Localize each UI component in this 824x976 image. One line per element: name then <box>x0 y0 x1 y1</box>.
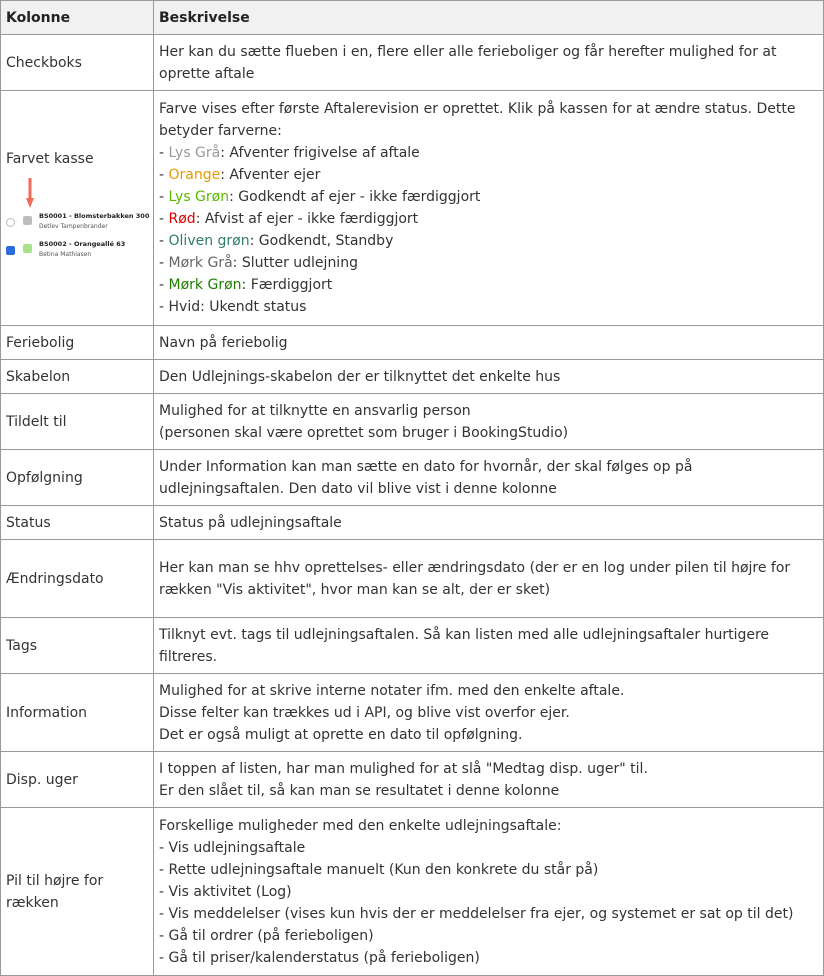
row-name: Status <box>1 506 154 540</box>
color-box <box>23 244 32 253</box>
table-row <box>1 752 824 808</box>
desc-line: Mulighed for at skrive interne notater ifm. med den enkelte aftale. <box>159 682 625 699</box>
table-row <box>1 326 824 360</box>
desc-line: Disse felter kan trækkes ud i API, og blive vist overfor ejer. <box>159 704 570 721</box>
sample-title: BS0002 - Orangeallé 63 <box>39 240 126 248</box>
row-name: Disp. uger <box>1 752 154 808</box>
row-description <box>154 752 824 808</box>
row-name: Opfølgning <box>1 450 154 506</box>
color-meaning: : Slutter udlejning <box>232 255 358 271</box>
row-name: Information <box>1 674 154 752</box>
color-legend-item <box>159 208 818 230</box>
table-row <box>1 394 824 450</box>
row-name: Pil til højre for rækken <box>1 808 154 976</box>
legend-dash: - <box>159 211 169 227</box>
color-intro: Farve vises efter første Aftalerevision er oprettet. Klik på kassen for at ændre status. Dette betyder farverne: <box>159 101 796 139</box>
desc-line: (personen skal være oprettet som bruger i BookingStudio) <box>159 424 569 441</box>
color-legend-item <box>159 230 818 252</box>
color-name: Lys Grå <box>168 145 221 161</box>
desc-line: I toppen af listen, har man mulighed for at slå "Medtag disp. uger" til. <box>159 760 648 777</box>
row-name-cell <box>1 91 154 326</box>
table-row <box>1 808 824 976</box>
row-description <box>154 394 824 450</box>
row-description: Navn på feriebolig <box>154 326 824 360</box>
color-name: Mørk Grøn <box>168 277 242 293</box>
row-description: Her kan du sætte flueben i en, flere eller alle ferieboliger og får herefter mulighed for at oprette aftale <box>154 35 824 91</box>
row-description: Under Information kan man sætte en dato for hvornår, der skal følges op på udlejningsaftalen. Den dato vil blive vist i denne kolonne <box>154 450 824 506</box>
option-item: - Rette udlejningsaftale manuelt (Kun den konkrete du står på) <box>159 861 599 878</box>
option-list <box>159 837 818 969</box>
desc-line: Er den slået til, så kan man se resultatet i denne kolonne <box>159 782 560 799</box>
row-description <box>154 91 824 326</box>
color-legend-item <box>159 164 818 186</box>
row-name: Checkboks <box>1 35 154 91</box>
legend-dash: - <box>159 277 169 293</box>
row-name: Tags <box>1 618 154 674</box>
header-description: Beskrivelse <box>154 1 824 35</box>
color-meaning: : Godkendt, Standby <box>249 233 394 249</box>
color-name: Mørk Grå <box>168 255 233 271</box>
color-meaning: : Godkendt af ejer - ikke færdiggjort <box>229 189 481 205</box>
header-column: Kolonne <box>1 1 154 35</box>
table-row <box>1 360 824 394</box>
color-meaning: : Afvist af ejer - ikke færdiggjort <box>195 211 419 227</box>
legend-dash: - <box>159 145 169 161</box>
table-row <box>1 540 824 618</box>
checkbox-icon <box>6 246 15 255</box>
legend-dash: - <box>159 167 169 183</box>
option-item: - Vis udlejningsaftale <box>159 839 306 856</box>
desc-line: Det er også muligt at oprette en dato til opfølgning. <box>159 726 523 743</box>
row-name: Ændringsdato <box>1 540 154 618</box>
row-description: Her kan man se hhv oprettelses- eller ændringsdato (der er en log under pilen til højre for rækken "Vis aktivitet", hvor man kan se alt, der er sket) <box>154 540 824 618</box>
color-legend-item <box>159 186 818 208</box>
sample-row <box>6 240 146 262</box>
row-name: Skabelon <box>1 360 154 394</box>
sample-title: BS0001 - Blomsterbakken 300 <box>39 212 150 220</box>
color-legend-item <box>159 274 818 296</box>
arrow-down-icon <box>26 178 34 208</box>
row-description: Tilknyt evt. tags til udlejningsaftalen. Så kan listen med alle udlejningsaftaler hurtigere filtreres. <box>154 618 824 674</box>
color-legend-item <box>159 252 818 274</box>
option-item: - Gå til priser/kalenderstatus (på ferieboligen) <box>159 949 480 966</box>
option-item: - Vis aktivitet (Log) <box>159 883 292 900</box>
color-legend <box>159 142 818 318</box>
option-item: - Vis meddelelser (vises kun hvis der er meddelelser fra ejer, og systemet er sat op til det) <box>159 905 794 922</box>
color-legend-item <box>159 142 818 164</box>
header-row <box>1 1 824 35</box>
table-row <box>1 450 824 506</box>
color-name: Hvid <box>168 299 201 315</box>
row-description <box>154 808 824 976</box>
color-name: Orange <box>168 167 221 183</box>
color-meaning: : Afventer frigivelse af aftale <box>220 145 420 161</box>
color-meaning: : Færdiggjort <box>241 277 333 293</box>
table-row <box>1 674 824 752</box>
row-description <box>154 674 824 752</box>
row-name: Feriebolig <box>1 326 154 360</box>
table-row <box>1 35 824 91</box>
color-name: Rød <box>168 211 196 227</box>
legend-dash: - <box>159 189 169 205</box>
desc-line: Forskellige muligheder med den enkelte udlejningsaftale: <box>159 817 562 834</box>
table-row <box>1 618 824 674</box>
row-name: Tildelt til <box>1 394 154 450</box>
status-color-screenshot <box>6 178 150 268</box>
sample-subtitle: Betina Mathiasen <box>39 251 92 258</box>
row-description: Status på udlejningsaftale <box>154 506 824 540</box>
desc-line: Mulighed for at tilknytte en ansvarlig person <box>159 402 471 419</box>
color-name: Oliven grøn <box>168 233 250 249</box>
table-row <box>1 506 824 540</box>
sample-subtitle: Detlev Tampenbrander <box>39 223 108 230</box>
color-legend-item <box>159 296 818 318</box>
option-item: - Gå til ordrer (på ferieboligen) <box>159 927 374 944</box>
table-row <box>1 91 824 326</box>
row-name: Farvet kasse <box>6 151 94 167</box>
radio-icon <box>6 218 15 227</box>
sample-row <box>6 212 150 234</box>
legend-dash: - <box>159 299 169 315</box>
legend-dash: - <box>159 255 169 271</box>
legend-dash: - <box>159 233 169 249</box>
color-meaning: : Afventer ejer <box>220 167 321 183</box>
row-description: Den Udlejnings-skabelon der er tilknyttet det enkelte hus <box>154 360 824 394</box>
color-name: Lys Grøn <box>168 189 230 205</box>
color-meaning: : Ukendt status <box>200 299 307 315</box>
color-box <box>23 216 32 225</box>
